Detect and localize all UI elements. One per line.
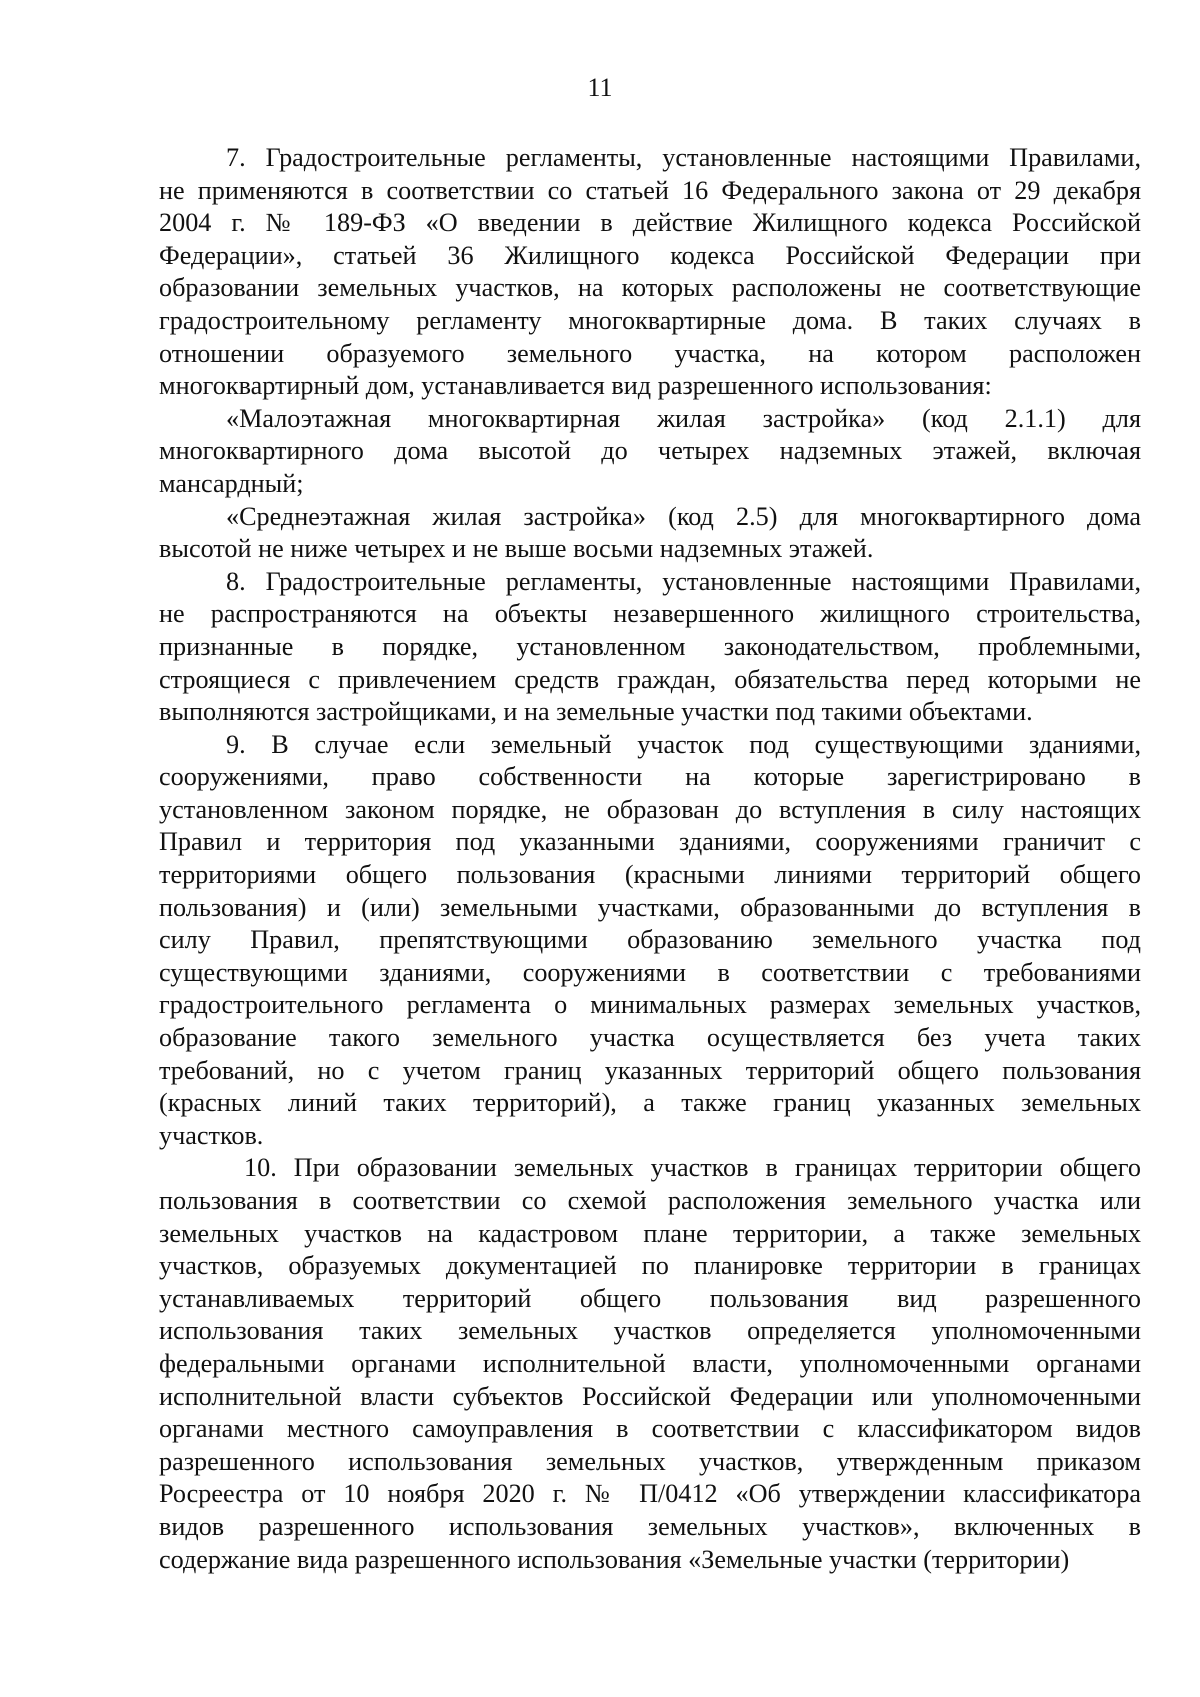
text-line: (красных линий таких территорий), а также границ указанных земельных xyxy=(159,1088,1141,1118)
text-line: высотой не ниже четырех и не выше восьми надземных этажей. xyxy=(159,534,874,564)
text-line: «Малоэтажная многоквартирная жилая застройка» (код 2.1.1) для xyxy=(226,403,1141,433)
text-line: земельных участков на кадастровом плане территории, а также земельных xyxy=(159,1218,1141,1248)
text-line: требований, но с учетом границ указанных территорий общего пользования xyxy=(159,1055,1141,1085)
text-line: пользования) и (или) земельными участками, образованными до вступления в xyxy=(159,892,1141,922)
text-line: 10. При образовании земельных участков в границах территории общего xyxy=(244,1153,1141,1183)
text-line: образовании земельных участков, на которых расположены не соответствующие xyxy=(159,273,1141,303)
document-body xyxy=(159,142,1141,1576)
text-line: признанные в порядке, установленном законодательством, проблемными, xyxy=(159,631,1141,661)
text-line: территориями общего пользования (красными линиями территорий общего xyxy=(159,860,1141,890)
text-line: разрешенного использования земельных участков, утвержденным приказом xyxy=(159,1446,1141,1476)
text-line: существующими зданиями, сооружениями в соответствии с требованиями xyxy=(159,957,1141,987)
text-line: исполнительной власти субъектов Российской Федерации или уполномоченными xyxy=(159,1381,1141,1411)
paragraph-p7a xyxy=(159,403,1141,501)
text-line: «Среднеэтажная жилая застройка» (код 2.5) для многоквартирного дома xyxy=(226,501,1141,531)
text-line: использования таких земельных участков определяется уполномоченными xyxy=(159,1316,1141,1346)
text-line: органами местного самоуправления в соответствии с классификатором видов xyxy=(159,1414,1141,1444)
text-line: образование такого земельного участка осуществляется без учета таких xyxy=(159,1023,1141,1053)
text-line: содержание вида разрешенного использования «Земельные участки (территории) xyxy=(159,1544,1070,1574)
text-line: градостроительному регламенту многоквартирные дома. В таких случаях в xyxy=(159,305,1141,335)
text-line: участков. xyxy=(159,1120,264,1150)
text-line: федеральными органами исполнительной власти, уполномоченными органами xyxy=(159,1348,1141,1378)
paragraph-p10 xyxy=(159,1152,1141,1576)
text-line: пользования в соответствии со схемой расположения земельного участка или xyxy=(159,1186,1141,1215)
text-line: отношении образуемого земельного участка, на котором расположен xyxy=(159,338,1141,368)
text-line: многоквартирного дома высотой до четырех надземных этажей, включая xyxy=(159,436,1141,466)
text-line: Правил и территория под указанными зданиями, сооружениями граничит с xyxy=(159,827,1141,857)
text-line: градостроительного регламента о минимальных размерах земельных участков, xyxy=(159,990,1141,1020)
text-line: 7. Градостроительные регламенты, установленные настоящими Правилами, xyxy=(226,143,1141,172)
paragraph-p7b xyxy=(159,501,1141,566)
text-line: устанавливаемых территорий общего пользования вид разрешенного xyxy=(159,1283,1141,1313)
text-line: 2004 г. № 189-ФЗ «О введении в действие Жилищного кодекса Российской xyxy=(159,208,1141,238)
text-line: не распространяются на объекты незавершенного жилищного строительства, xyxy=(159,599,1141,629)
text-line: участков, образуемых документацией по планировке территории в границах xyxy=(159,1251,1141,1281)
text-line: сооружениями, право собственности на которые зарегистрировано в xyxy=(159,762,1141,792)
text-line: силу Правил, препятствующими образованию земельного участка под xyxy=(159,925,1141,955)
paragraph-p8 xyxy=(159,566,1141,729)
text-line: Федерации», статьей 36 Жилищного кодекса Российской Федерации при xyxy=(159,240,1141,270)
text-line: выполняются застройщиками, и на земельные участки под такими объектами. xyxy=(159,697,1033,727)
paragraph-p9 xyxy=(159,729,1141,1153)
text-line: многоквартирный дом, устанавливается вид разрешенного использования: xyxy=(159,371,992,401)
text-line: мансардный; xyxy=(159,468,304,498)
text-line: не применяются в соответствии со статьей 16 Федерального закона от 29 декабря xyxy=(159,175,1141,205)
page-number: 11 xyxy=(587,73,613,102)
text-line: 8. Градостроительные регламенты, установленные настоящими Правилами, xyxy=(226,566,1141,596)
paragraph-p7 xyxy=(159,142,1141,403)
text-line: Росреестра от 10 ноября 2020 г. № П/0412 «Об утверждении классификатора xyxy=(159,1479,1141,1509)
text-line: видов разрешенного использования земельных участков», включенных в xyxy=(159,1511,1141,1541)
text-line: установленном законом порядке, не образован до вступления в силу настоящих xyxy=(159,794,1141,824)
text-line: строящиеся с привлечением средств граждан, обязательства перед которыми не xyxy=(159,664,1141,694)
text-line: 9. В случае если земельный участок под существующими зданиями, xyxy=(226,729,1141,759)
